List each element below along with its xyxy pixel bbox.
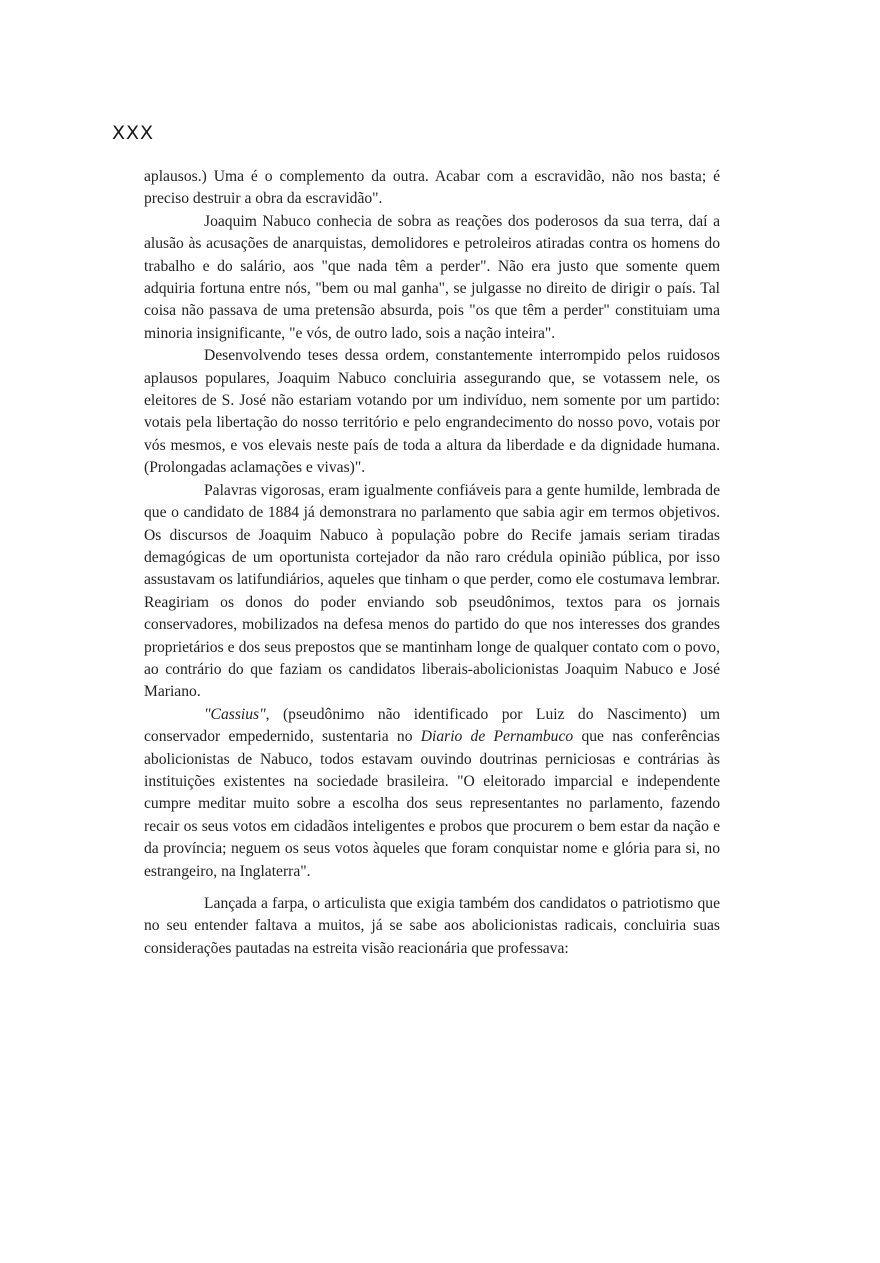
paragraph-2: Joaquim Nabuco conhecia de sobra as reações dos poderosos da sua terra, daí a alusão às acusações de anarquistas, demolidores e petroleiros atiradas contra os homens do trabalho e do salário, aos "que nada têm a perder". Não era justo que somente quem adquiria fortuna entre nós, "bem ou mal ganha", se julgasse no direito de dirigir o país. Tal coisa não passava de uma pretensão absurda, pois "os que têm a perder" constituiam uma minoria insignificante, "e vós, de outro lado, sois a nação inteira". [144, 212, 720, 342]
paragraph-3: Desenvolvendo teses dessa ordem, constantemente interrompido pelos ruidosos aplausos populares, Joaquim Nabuco concluiria assegurando que, se votassem nele, os eleitores de S. José não estariam votando por um indivíduo, nem somente por um partido: votais pela libertação do nosso território e pelo engrandecimento do nosso povo, votais por vós mesmos, e vos elevais neste país de toda a altura da liberdade e da dignidade humana. (Prolongadas aclamações e vivas)". [144, 347, 720, 477]
newspaper-name: Diario de Pernambuco [420, 728, 574, 746]
paragraph-1: aplausos.) Uma é o complemento da outra. Acabar com a escravidão, não nos basta; é preciso destruir a obra da escravidão". [144, 168, 720, 208]
body-text [144, 166, 720, 960]
page-number: XXX [112, 122, 155, 144]
pseudonym: "Cassius" [204, 705, 266, 723]
paragraph-4: Palavras vigorosas, eram igualmente confiáveis para a gente humilde, lembrada de que o candidato de 1884 já demonstrara no parlamento que sabia agir em termos objetivos. Os discursos de Joaquim Nabuco à população pobre do Recife jamais seriam tiradas demagógicas de um oportunista cortejador da não raro crédula opinião pública, por isso assustavam os latifundiários, aqueles que tinham o que perder, como ele costumava lembrar. Reagiriam os donos do poder enviando sob pseudônimos, textos para os jornais conservadores, mobilizados na defesa menos do partido do que nos interesses dos grandes proprietários e dos seus prepostos que se mantinham longe de qualquer contato com o povo, ao contrário do que faziam os candidatos liberais-abolicionistas Joaquim Nabuco e José Mariano. [144, 481, 720, 701]
paragraph-5-part-2: que nas conferências abolicionistas de Nabuco, todos estavam ouvindo doutrinas perniciosas e contrárias às instituições existentes na sociedade brasileira. "O eleitorado imparcial e independente cumpre meditar muito sobre a escolha dos seus representantes no parlamento, fazendo recair os seus votos em cidadãos inteligentes e probos que procurem o bem estar da nação e da província; neguem os seus votos àqueles que foram conquistar nome e glória para si, no estrangeiro, na Inglaterra". [144, 728, 720, 880]
paragraph-5 [144, 704, 720, 883]
paragraph-5-part-1: , (pseudônimo não identificado por Luiz do Nascimento) um conservador empedernido, sustentaria no [144, 705, 720, 746]
paragraph-6: Lançada a farpa, o articulista que exigia também dos candidatos o patriotismo que no seu entender faltava a muitos, já se sabe aos abolicionistas radicais, concluiria suas considerações pautadas na estreita visão reacionária que professava: [144, 895, 720, 957]
